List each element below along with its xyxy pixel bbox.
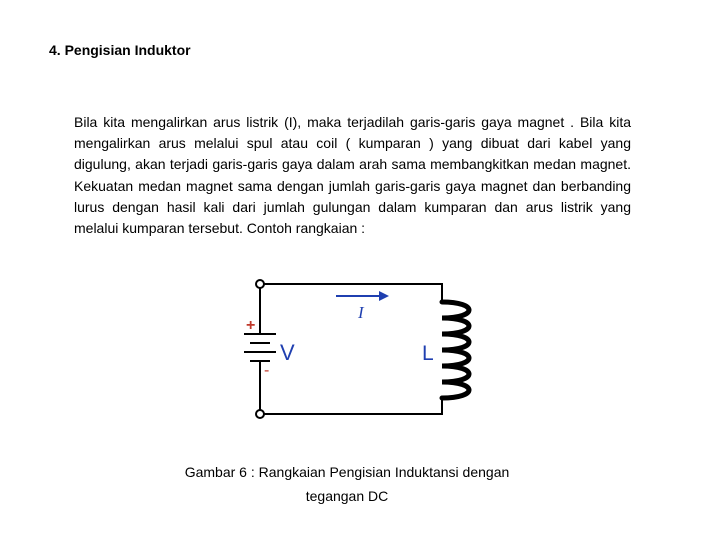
rl-circuit-diagram [232, 272, 492, 432]
minus-sign: - [264, 362, 270, 379]
caption-line-1: Gambar 6 : Rangkaian Pengisian Induktansi dengan [184, 464, 510, 480]
terminal-bottom [256, 410, 264, 418]
battery-symbol [244, 334, 276, 361]
section-heading: 4. Pengisian Induktor [49, 42, 191, 58]
top-wire [260, 284, 442, 302]
body-paragraph: Bila kita mengalirkan arus listrik (I), maka terjadilah garis-garis gaya magnet . Bila kita mengalirkan arus melalui spul atau coil ( kumparan ) yang dibuat dari kabel yang digulung, akan terjadi garis-garis gaya dalam arah sama membangkitkan medan magnet. Kekuatan medan magnet sama dengan jumlah garis-garis gaya magnet dan berbanding lurus dengan hasil kali dari jumlah gulungan dalam kumparan dan arus listrik yang melalui kumparan tersebut. Contoh rangkaian : [74, 114, 631, 237]
plus-sign: + [246, 317, 256, 334]
inductor-coil [442, 302, 469, 398]
bottom-wire [260, 398, 442, 414]
inductor-label: L [422, 342, 434, 365]
caption-line-2: tegangan DC [305, 488, 389, 504]
terminal-top [256, 280, 264, 288]
current-label: I [358, 303, 364, 322]
figure-caption [148, 460, 546, 508]
voltage-label: V [280, 340, 295, 365]
current-arrowhead [379, 291, 389, 301]
